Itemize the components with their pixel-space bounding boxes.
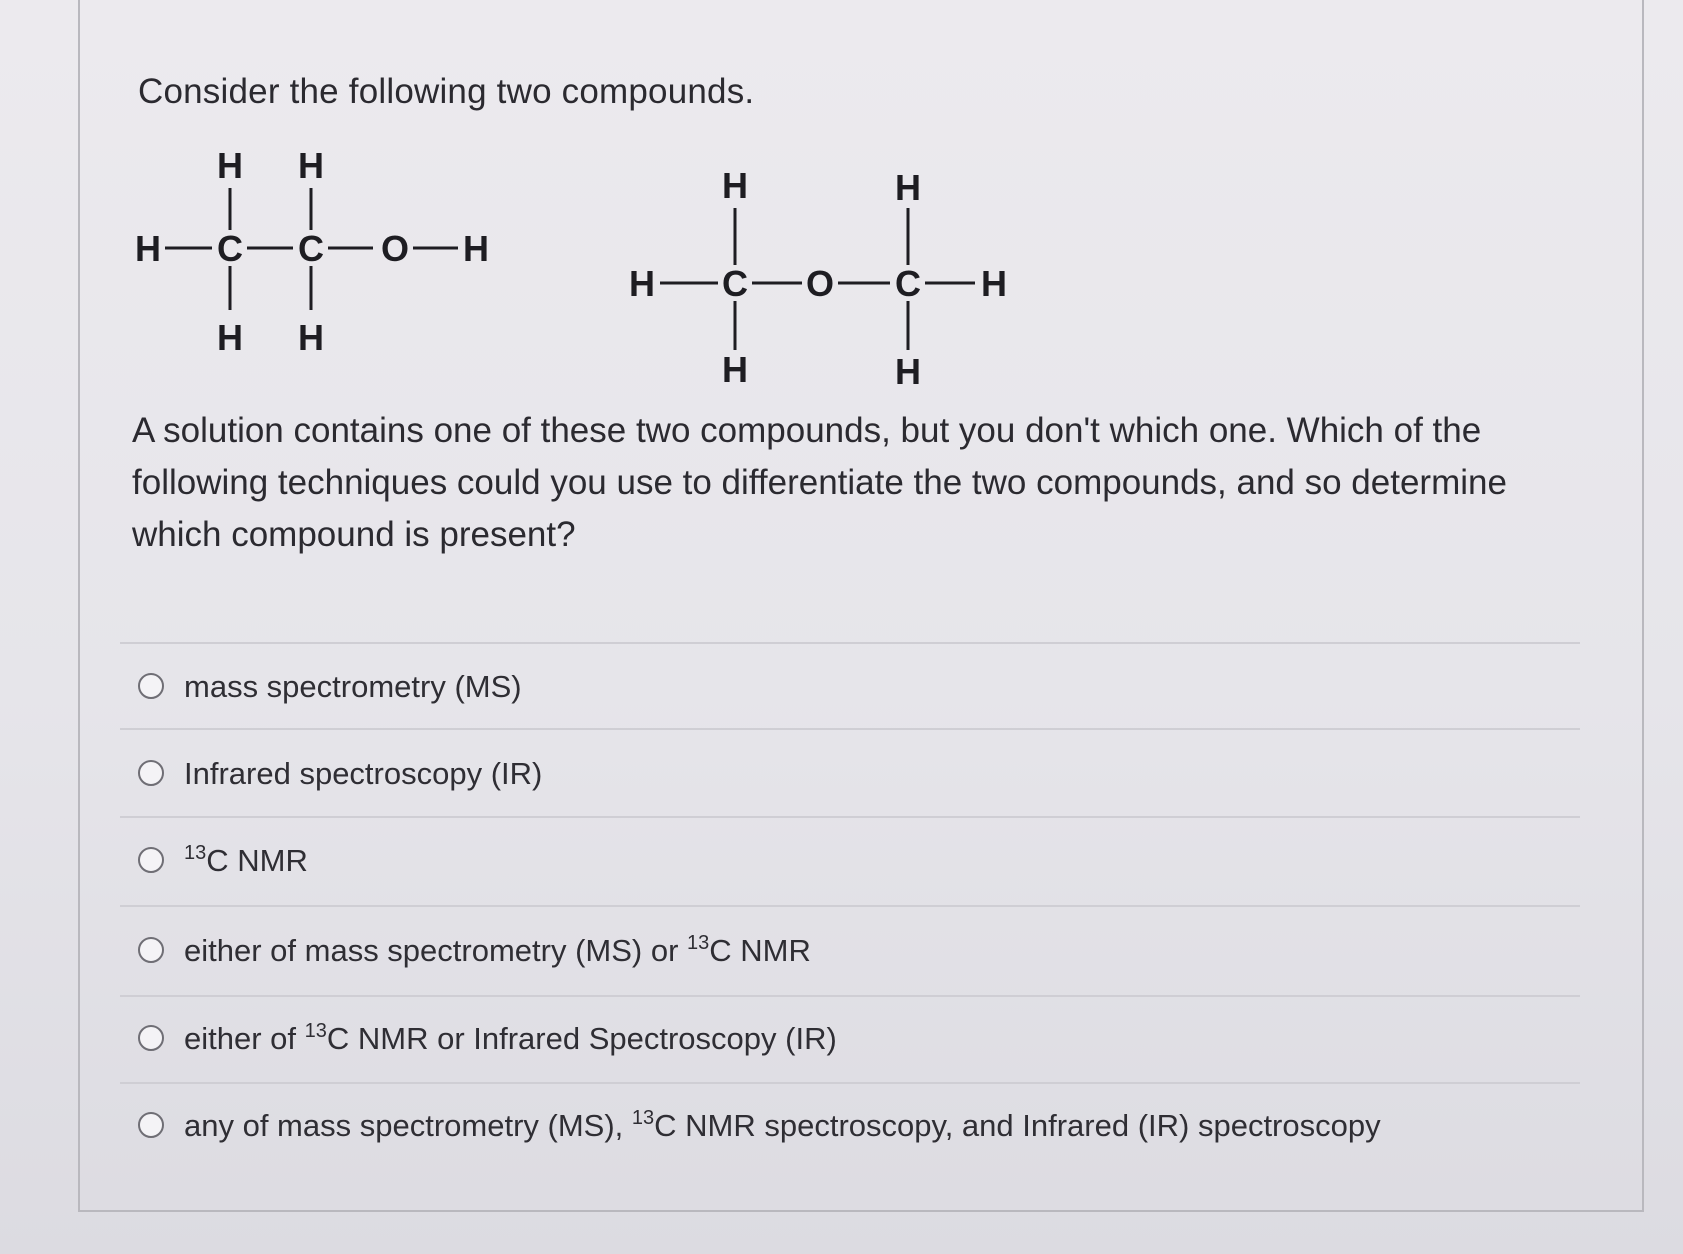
question-intro: Consider the following two compounds. bbox=[138, 72, 755, 111]
option-13c-nmr-or-ir[interactable] bbox=[120, 1008, 1580, 1068]
atom-c: C bbox=[722, 263, 748, 304]
option-label: Infrared spectroscopy (IR) bbox=[184, 755, 543, 791]
option-any-of-ms-nmr-ir[interactable] bbox=[120, 1095, 1580, 1155]
option-13c-nmr[interactable] bbox=[120, 830, 1580, 890]
radio-button[interactable] bbox=[138, 1025, 164, 1051]
atom-o: O bbox=[380, 228, 410, 269]
atom-h: H bbox=[629, 263, 655, 304]
atom-h: H bbox=[217, 150, 243, 186]
divider bbox=[120, 905, 1580, 907]
divider bbox=[120, 1082, 1580, 1084]
option-mass-spectrometry[interactable] bbox=[120, 656, 1580, 716]
divider bbox=[120, 728, 1580, 730]
atom-h: H bbox=[895, 351, 921, 392]
atom-c: C bbox=[895, 263, 921, 304]
radio-button[interactable] bbox=[138, 847, 164, 873]
atom-h: H bbox=[298, 150, 324, 186]
divider bbox=[120, 816, 1580, 818]
atom-h: H bbox=[217, 317, 243, 358]
radio-button[interactable] bbox=[138, 760, 164, 786]
option-label: mass spectrometry (MS) bbox=[184, 668, 522, 704]
option-infrared[interactable] bbox=[120, 743, 1580, 803]
divider bbox=[120, 642, 1580, 644]
structures-svg bbox=[130, 150, 1030, 400]
dimethyl-ether-atoms bbox=[629, 165, 1007, 392]
option-label: either of mass spectrometry (MS) or $^{13}$C NMR bbox=[184, 931, 811, 968]
atom-h: H bbox=[722, 165, 748, 206]
option-label: any of mass spectrometry (MS), $^{13}$C NMR spectroscopy, and Infrared (IR) spectroscopy bbox=[184, 1106, 1381, 1143]
ethanol-atoms bbox=[135, 150, 489, 358]
atom-c: C bbox=[217, 228, 243, 269]
atom-h: H bbox=[298, 317, 324, 358]
question-prompt: A solution contains one of these two compounds, but you don't which one. Which of the following techniques could you use to differentiate the two compounds, and so determine which compound is present? bbox=[132, 411, 1507, 554]
radio-button[interactable] bbox=[138, 673, 164, 699]
atom-h: H bbox=[135, 228, 161, 269]
atom-h: H bbox=[981, 263, 1007, 304]
radio-button[interactable] bbox=[138, 937, 164, 963]
atom-o: O bbox=[805, 263, 835, 304]
structures-figure bbox=[130, 150, 1030, 400]
option-ms-or-13c-nmr[interactable] bbox=[120, 920, 1580, 980]
option-label: $^{13}$C NMR bbox=[184, 841, 308, 878]
atom-h: H bbox=[895, 167, 921, 208]
divider bbox=[120, 995, 1580, 997]
atom-h: H bbox=[722, 349, 748, 390]
atom-h: H bbox=[463, 228, 489, 269]
atom-c: C bbox=[298, 228, 324, 269]
radio-button[interactable] bbox=[138, 1112, 164, 1138]
option-label: either of $^{13}$C NMR or Infrared Spectroscopy (IR) bbox=[184, 1019, 837, 1056]
